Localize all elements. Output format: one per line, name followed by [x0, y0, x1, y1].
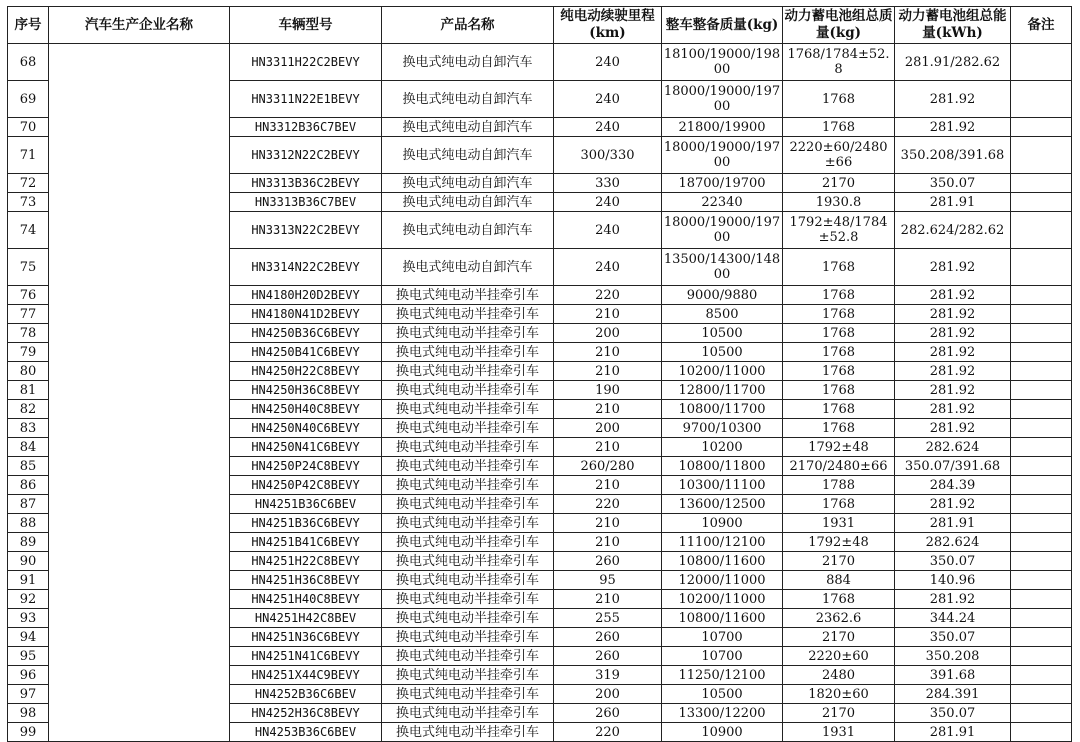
cell-serial-no: 93	[8, 609, 49, 628]
cell-serial-no: 77	[8, 305, 49, 324]
cell-curb-mass: 10900	[662, 514, 783, 533]
cell-ev-range: 330	[554, 174, 662, 193]
cell-serial-no: 85	[8, 457, 49, 476]
cell-curb-mass: 10500	[662, 324, 783, 343]
cell-curb-mass: 9700/10300	[662, 419, 783, 438]
cell-ev-range: 260	[554, 704, 662, 723]
cell-vehicle-model: HN4250N41C6BEVY	[230, 438, 382, 457]
cell-ev-range: 210	[554, 400, 662, 419]
cell-product-name: 换电式纯电动自卸汽车	[382, 137, 554, 174]
cell-remarks	[1011, 305, 1072, 324]
cell-curb-mass: 10500	[662, 685, 783, 704]
cell-curb-mass: 18000/19000/19700	[662, 81, 783, 118]
cell-vehicle-model: HN3313B36C2BEVY	[230, 174, 382, 193]
cell-battery-energy: 281.92	[895, 286, 1011, 305]
cell-battery-mass: 1768	[783, 495, 895, 514]
cell-ev-range: 240	[554, 81, 662, 118]
cell-product-name: 换电式纯电动半挂牵引车	[382, 362, 554, 381]
cell-remarks	[1011, 324, 1072, 343]
cell-battery-energy: 350.07/391.68	[895, 457, 1011, 476]
cell-battery-energy: 350.208	[895, 647, 1011, 666]
cell-curb-mass: 10900	[662, 723, 783, 742]
cell-battery-mass: 2220±60/2480±66	[783, 137, 895, 174]
cell-curb-mass: 18100/19000/19800	[662, 44, 783, 81]
cell-curb-mass: 10700	[662, 628, 783, 647]
cell-vehicle-model: HN4250N40C6BEVY	[230, 419, 382, 438]
cell-curb-mass: 10200/11000	[662, 362, 783, 381]
cell-battery-mass: 1931	[783, 723, 895, 742]
cell-curb-mass: 10800/11600	[662, 552, 783, 571]
cell-battery-mass: 2170	[783, 704, 895, 723]
cell-remarks	[1011, 590, 1072, 609]
header-row	[8, 7, 1072, 44]
cell-ev-range: 210	[554, 476, 662, 495]
cell-curb-mass: 10700	[662, 647, 783, 666]
cell-product-name: 换电式纯电动半挂牵引车	[382, 723, 554, 742]
cell-ev-range: 260	[554, 552, 662, 571]
cell-product-name: 换电式纯电动自卸汽车	[382, 174, 554, 193]
cell-remarks	[1011, 438, 1072, 457]
cell-serial-no: 81	[8, 381, 49, 400]
cell-remarks	[1011, 118, 1072, 137]
cell-vehicle-model: HN4251N36C6BEVY	[230, 628, 382, 647]
cell-ev-range: 240	[554, 44, 662, 81]
cell-battery-energy: 282.624/282.62	[895, 212, 1011, 249]
cell-battery-mass: 2480	[783, 666, 895, 685]
cell-product-name: 换电式纯电动半挂牵引车	[382, 666, 554, 685]
cell-battery-mass: 1768/1784±52.8	[783, 44, 895, 81]
cell-serial-no: 74	[8, 212, 49, 249]
cell-curb-mass: 18000/19000/19700	[662, 212, 783, 249]
cell-battery-energy: 282.624	[895, 438, 1011, 457]
cell-battery-mass: 1792±48/1784±52.8	[783, 212, 895, 249]
cell-ev-range: 260	[554, 647, 662, 666]
cell-battery-mass: 1930.8	[783, 193, 895, 212]
cell-curb-mass: 8500	[662, 305, 783, 324]
cell-remarks	[1011, 249, 1072, 286]
vehicle-catalog-table	[7, 6, 1072, 742]
cell-vehicle-model: HN4250B41C6BEVY	[230, 343, 382, 362]
cell-battery-energy: 281.92	[895, 400, 1011, 419]
cell-product-name: 换电式纯电动自卸汽车	[382, 212, 554, 249]
cell-battery-mass: 1768	[783, 419, 895, 438]
cell-ev-range: 210	[554, 305, 662, 324]
cell-battery-mass: 1931	[783, 514, 895, 533]
cell-battery-mass: 1768	[783, 81, 895, 118]
header-battery-energy: 动力蓄电池组总能量(kWh)	[895, 7, 1011, 44]
cell-battery-energy: 281.92	[895, 419, 1011, 438]
cell-ev-range: 260/280	[554, 457, 662, 476]
table-body	[8, 44, 1072, 742]
cell-curb-mass: 12800/11700	[662, 381, 783, 400]
cell-remarks	[1011, 137, 1072, 174]
cell-serial-no: 98	[8, 704, 49, 723]
cell-remarks	[1011, 362, 1072, 381]
header-vehicle-model: 车辆型号	[230, 7, 382, 44]
cell-curb-mass: 10200	[662, 438, 783, 457]
cell-battery-mass: 1820±60	[783, 685, 895, 704]
cell-product-name: 换电式纯电动半挂牵引车	[382, 685, 554, 704]
cell-serial-no: 69	[8, 81, 49, 118]
cell-vehicle-model: HN3314N22C2BEVY	[230, 249, 382, 286]
cell-serial-no: 71	[8, 137, 49, 174]
cell-ev-range: 210	[554, 362, 662, 381]
cell-vehicle-model: HN3313N22C2BEVY	[230, 212, 382, 249]
cell-battery-mass: 2170	[783, 174, 895, 193]
cell-battery-energy: 284.39	[895, 476, 1011, 495]
cell-curb-mass: 13500/14300/14800	[662, 249, 783, 286]
cell-battery-mass: 1788	[783, 476, 895, 495]
cell-product-name: 换电式纯电动自卸汽车	[382, 44, 554, 81]
cell-battery-energy: 281.92	[895, 362, 1011, 381]
cell-curb-mass: 10300/11100	[662, 476, 783, 495]
cell-battery-energy: 281.92	[895, 118, 1011, 137]
cell-serial-no: 72	[8, 174, 49, 193]
cell-serial-no: 94	[8, 628, 49, 647]
cell-ev-range: 200	[554, 324, 662, 343]
cell-vehicle-model: HN3312N22C2BEVY	[230, 137, 382, 174]
cell-battery-energy: 281.92	[895, 495, 1011, 514]
cell-vehicle-model: HN3312B36C7BEV	[230, 118, 382, 137]
cell-battery-energy: 281.92	[895, 324, 1011, 343]
cell-vehicle-model: HN4251B36C6BEVY	[230, 514, 382, 533]
cell-battery-mass: 1768	[783, 400, 895, 419]
cell-battery-energy: 281.91	[895, 514, 1011, 533]
cell-serial-no: 73	[8, 193, 49, 212]
cell-vehicle-model: HN4250P42C8BEVY	[230, 476, 382, 495]
cell-vehicle-model: HN4252B36C6BEV	[230, 685, 382, 704]
cell-remarks	[1011, 704, 1072, 723]
cell-ev-range: 300/330	[554, 137, 662, 174]
cell-battery-energy: 281.91	[895, 193, 1011, 212]
header-curb-mass: 整车整备质量(kg)	[662, 7, 783, 44]
cell-vehicle-model: HN4250B36C6BEVY	[230, 324, 382, 343]
cell-battery-mass: 1792±48	[783, 533, 895, 552]
cell-remarks	[1011, 685, 1072, 704]
cell-battery-mass: 1768	[783, 249, 895, 286]
cell-product-name: 换电式纯电动半挂牵引车	[382, 476, 554, 495]
cell-serial-no: 68	[8, 44, 49, 81]
cell-serial-no: 82	[8, 400, 49, 419]
cell-curb-mass: 13300/12200	[662, 704, 783, 723]
cell-remarks	[1011, 609, 1072, 628]
cell-curb-mass: 10200/11000	[662, 590, 783, 609]
cell-battery-energy: 284.391	[895, 685, 1011, 704]
cell-battery-mass: 1768	[783, 305, 895, 324]
cell-vehicle-model: HN3311N22E1BEVY	[230, 81, 382, 118]
header-battery-mass: 动力蓄电池组总质量(kg)	[783, 7, 895, 44]
cell-battery-energy: 281.92	[895, 343, 1011, 362]
cell-curb-mass: 11250/12100	[662, 666, 783, 685]
cell-vehicle-model: HN4251N41C6BEVY	[230, 647, 382, 666]
cell-vehicle-model: HN4250P24C8BEVY	[230, 457, 382, 476]
cell-battery-energy: 282.624	[895, 533, 1011, 552]
cell-product-name: 换电式纯电动半挂牵引车	[382, 552, 554, 571]
cell-curb-mass: 10800/11800	[662, 457, 783, 476]
cell-serial-no: 83	[8, 419, 49, 438]
cell-battery-energy: 140.96	[895, 571, 1011, 590]
cell-serial-no: 99	[8, 723, 49, 742]
cell-serial-no: 80	[8, 362, 49, 381]
cell-product-name: 换电式纯电动半挂牵引车	[382, 590, 554, 609]
cell-ev-range: 260	[554, 628, 662, 647]
cell-ev-range: 240	[554, 249, 662, 286]
cell-product-name: 换电式纯电动半挂牵引车	[382, 286, 554, 305]
cell-remarks	[1011, 174, 1072, 193]
cell-curb-mass: 18700/19700	[662, 174, 783, 193]
cell-battery-mass: 1768	[783, 362, 895, 381]
cell-battery-energy: 281.92	[895, 381, 1011, 400]
cell-ev-range: 200	[554, 685, 662, 704]
cell-vehicle-model: HN4250H40C8BEVY	[230, 400, 382, 419]
cell-battery-mass: 1768	[783, 343, 895, 362]
cell-ev-range: 210	[554, 514, 662, 533]
cell-vehicle-model: HN4252H36C8BEVY	[230, 704, 382, 723]
cell-remarks	[1011, 571, 1072, 590]
cell-ev-range: 210	[554, 343, 662, 362]
cell-vehicle-model: HN4251H36C8BEVY	[230, 571, 382, 590]
cell-remarks	[1011, 495, 1072, 514]
cell-battery-energy: 350.07	[895, 174, 1011, 193]
cell-curb-mass: 12000/11000	[662, 571, 783, 590]
cell-vehicle-model: HN4250H36C8BEVY	[230, 381, 382, 400]
cell-battery-mass: 1768	[783, 590, 895, 609]
cell-serial-no: 91	[8, 571, 49, 590]
cell-battery-mass: 2170/2480±66	[783, 457, 895, 476]
cell-curb-mass: 21800/19900	[662, 118, 783, 137]
cell-battery-energy: 350.208/391.68	[895, 137, 1011, 174]
cell-serial-no: 86	[8, 476, 49, 495]
cell-ev-range: 240	[554, 212, 662, 249]
cell-serial-no: 89	[8, 533, 49, 552]
cell-remarks	[1011, 628, 1072, 647]
cell-product-name: 换电式纯电动半挂牵引车	[382, 343, 554, 362]
cell-remarks	[1011, 533, 1072, 552]
cell-vehicle-model: HN4251X44C9BEVY	[230, 666, 382, 685]
cell-vehicle-model: HN4251B41C6BEVY	[230, 533, 382, 552]
cell-vehicle-model: HN4180H20D2BEVY	[230, 286, 382, 305]
cell-ev-range: 210	[554, 438, 662, 457]
header-ev-range: 纯电动续驶里程(km)	[554, 7, 662, 44]
cell-product-name: 换电式纯电动半挂牵引车	[382, 457, 554, 476]
cell-battery-energy: 281.92	[895, 249, 1011, 286]
cell-remarks	[1011, 647, 1072, 666]
cell-battery-energy: 391.68	[895, 666, 1011, 685]
cell-battery-energy: 281.91/282.62	[895, 44, 1011, 81]
cell-remarks	[1011, 666, 1072, 685]
cell-remarks	[1011, 212, 1072, 249]
cell-serial-no: 76	[8, 286, 49, 305]
cell-battery-energy: 281.91	[895, 723, 1011, 742]
header-remarks: 备注	[1011, 7, 1072, 44]
cell-product-name: 换电式纯电动半挂牵引车	[382, 514, 554, 533]
cell-battery-mass: 1792±48	[783, 438, 895, 457]
cell-battery-mass: 1768	[783, 286, 895, 305]
cell-remarks	[1011, 44, 1072, 81]
cell-vehicle-model: HN3311H22C2BEVY	[230, 44, 382, 81]
cell-curb-mass: 13600/12500	[662, 495, 783, 514]
cell-product-name: 换电式纯电动半挂牵引车	[382, 571, 554, 590]
cell-ev-range: 95	[554, 571, 662, 590]
cell-battery-mass: 1768	[783, 324, 895, 343]
cell-product-name: 换电式纯电动半挂牵引车	[382, 628, 554, 647]
cell-battery-mass: 2170	[783, 552, 895, 571]
cell-product-name: 换电式纯电动半挂牵引车	[382, 438, 554, 457]
cell-remarks	[1011, 381, 1072, 400]
cell-remarks	[1011, 457, 1072, 476]
cell-remarks	[1011, 476, 1072, 495]
cell-ev-range: 255	[554, 609, 662, 628]
cell-product-name: 换电式纯电动半挂牵引车	[382, 305, 554, 324]
cell-curb-mass: 11100/12100	[662, 533, 783, 552]
cell-product-name: 换电式纯电动自卸汽车	[382, 249, 554, 286]
cell-serial-no: 87	[8, 495, 49, 514]
cell-ev-range: 319	[554, 666, 662, 685]
cell-remarks	[1011, 81, 1072, 118]
cell-battery-energy: 344.24	[895, 609, 1011, 628]
cell-remarks	[1011, 419, 1072, 438]
cell-vehicle-model: HN4253B36C6BEV	[230, 723, 382, 742]
cell-ev-range: 240	[554, 118, 662, 137]
cell-battery-energy: 281.92	[895, 81, 1011, 118]
cell-ev-range: 190	[554, 381, 662, 400]
cell-serial-no: 79	[8, 343, 49, 362]
cell-remarks	[1011, 514, 1072, 533]
cell-battery-energy: 350.07	[895, 552, 1011, 571]
cell-vehicle-model: HN4250H22C8BEVY	[230, 362, 382, 381]
cell-serial-no: 90	[8, 552, 49, 571]
cell-ev-range: 210	[554, 533, 662, 552]
cell-serial-no: 92	[8, 590, 49, 609]
cell-vehicle-model: HN4251H40C8BEVY	[230, 590, 382, 609]
cell-ev-range: 210	[554, 590, 662, 609]
cell-serial-no: 84	[8, 438, 49, 457]
cell-battery-energy: 350.07	[895, 628, 1011, 647]
cell-curb-mass: 10800/11600	[662, 609, 783, 628]
cell-curb-mass: 9000/9880	[662, 286, 783, 305]
cell-product-name: 换电式纯电动半挂牵引车	[382, 704, 554, 723]
cell-ev-range: 240	[554, 193, 662, 212]
cell-serial-no: 88	[8, 514, 49, 533]
cell-vehicle-model: HN4251H42C8BEV	[230, 609, 382, 628]
cell-serial-no: 78	[8, 324, 49, 343]
cell-remarks	[1011, 286, 1072, 305]
cell-product-name: 换电式纯电动半挂牵引车	[382, 400, 554, 419]
cell-product-name: 换电式纯电动半挂牵引车	[382, 324, 554, 343]
cell-serial-no: 70	[8, 118, 49, 137]
cell-curb-mass: 22340	[662, 193, 783, 212]
cell-ev-range: 220	[554, 723, 662, 742]
cell-product-name: 换电式纯电动半挂牵引车	[382, 495, 554, 514]
header-product-name: 产品名称	[382, 7, 554, 44]
header-manufacturer: 汽车生产企业名称	[49, 7, 230, 44]
cell-battery-energy: 281.92	[895, 590, 1011, 609]
cell-curb-mass: 10500	[662, 343, 783, 362]
cell-product-name: 换电式纯电动半挂牵引车	[382, 419, 554, 438]
cell-serial-no: 95	[8, 647, 49, 666]
cell-remarks	[1011, 343, 1072, 362]
cell-remarks	[1011, 193, 1072, 212]
cell-product-name: 换电式纯电动半挂牵引车	[382, 381, 554, 400]
cell-battery-mass: 1768	[783, 118, 895, 137]
cell-ev-range: 200	[554, 419, 662, 438]
cell-serial-no: 97	[8, 685, 49, 704]
header-serial-no: 序号	[8, 7, 49, 44]
cell-manufacturer	[49, 44, 230, 742]
cell-battery-energy: 281.92	[895, 305, 1011, 324]
table-row	[8, 44, 1072, 81]
cell-product-name: 换电式纯电动半挂牵引车	[382, 609, 554, 628]
cell-vehicle-model: HN4251H22C8BEVY	[230, 552, 382, 571]
cell-product-name: 换电式纯电动自卸汽车	[382, 81, 554, 118]
cell-battery-mass: 2170	[783, 628, 895, 647]
cell-battery-energy: 350.07	[895, 704, 1011, 723]
cell-product-name: 换电式纯电动自卸汽车	[382, 193, 554, 212]
cell-vehicle-model: HN3313B36C7BEV	[230, 193, 382, 212]
cell-product-name: 换电式纯电动自卸汽车	[382, 118, 554, 137]
cell-battery-mass: 2220±60	[783, 647, 895, 666]
cell-remarks	[1011, 400, 1072, 419]
cell-battery-mass: 884	[783, 571, 895, 590]
cell-product-name: 换电式纯电动半挂牵引车	[382, 647, 554, 666]
cell-remarks	[1011, 552, 1072, 571]
cell-curb-mass: 18000/19000/19700	[662, 137, 783, 174]
cell-product-name: 换电式纯电动半挂牵引车	[382, 533, 554, 552]
cell-curb-mass: 10800/11700	[662, 400, 783, 419]
cell-ev-range: 220	[554, 495, 662, 514]
cell-serial-no: 96	[8, 666, 49, 685]
cell-vehicle-model: HN4251B36C6BEV	[230, 495, 382, 514]
cell-serial-no: 75	[8, 249, 49, 286]
cell-ev-range: 220	[554, 286, 662, 305]
cell-battery-mass: 1768	[783, 381, 895, 400]
cell-battery-mass: 2362.6	[783, 609, 895, 628]
cell-vehicle-model: HN4180N41D2BEVY	[230, 305, 382, 324]
